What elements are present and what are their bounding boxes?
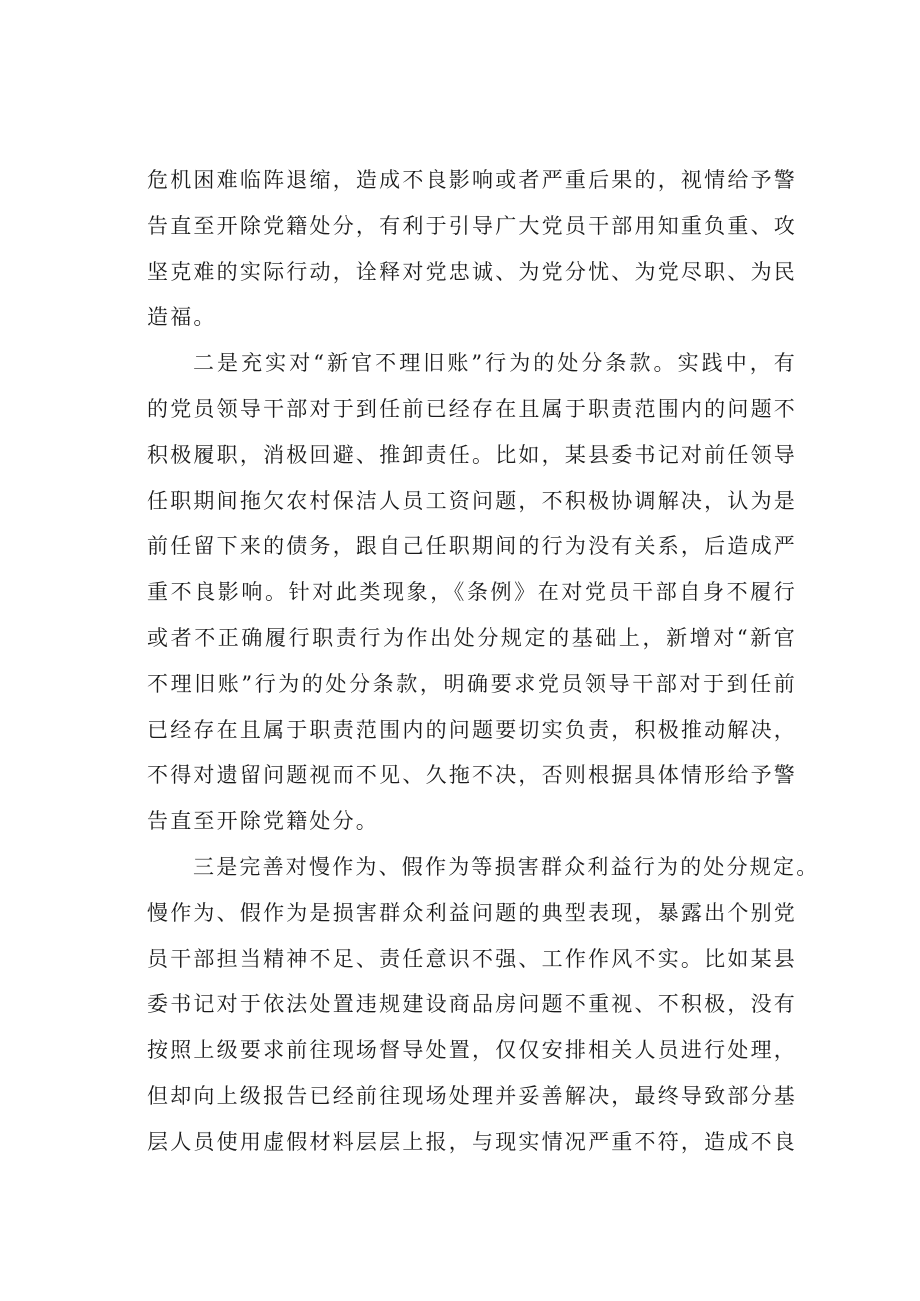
text-line: 二是充实对“新官不理旧账”行为的处分条款。实践中，有 [193,351,797,376]
text-line: 但却向上级报告已经前往现场处理并妥善解决，最终导致部分基 [147,1083,797,1108]
paragraph-2 [147,341,797,845]
text-line: 三是完善对慢作为、假作为等损害群众利益行为的处分规定。 [193,854,820,879]
text-line: 不理旧账”行为的处分条款，明确要求党员领导干部对于到任前 [147,671,797,696]
text-line: 层人员使用虚假材料层层上报，与现实情况严重不符，造成不良 [147,1129,797,1154]
text-line: 员干部担当精神不足、责任意识不强、工作作风不实。比如某县 [147,946,797,971]
text-line: 坚克难的实际行动，诠释对党忠诚、为党分忧、为党尽职、为民 [147,259,797,284]
paragraph-1 [147,158,797,341]
text-line: 已经存在且属于职责范围内的问题要切实负责，积极推动解决， [147,717,797,742]
text-line: 积极履职，消极回避、推卸责任。比如，某县委书记对前任领导 [147,442,797,467]
text-line: 或者不正确履行职责行为作出处分规定的基础上，新增对“新官 [147,625,797,650]
text-line: 重不良影响。针对此类现象，《条例》在对党员干部自身不履行 [147,580,797,605]
document-body [147,158,820,1166]
text-line: 前任留下来的债务，跟自己任职期间的行为没有关系，后造成严 [147,534,797,559]
text-line: 告直至开除党籍处分，有利于引导广大党员干部用知重负重、攻 [147,213,797,238]
text-line: 告直至开除党籍处分。 [147,809,379,834]
text-line: 委书记对于依法处置违规建设商品房问题不重视、不积极，没有 [147,992,797,1017]
text-line: 不得对遗留问题视而不见、久拖不决，否则根据具体情形给予警 [147,763,797,788]
paragraph-3 [147,845,820,1166]
text-line: 任职期间拖欠农村保洁人员工资问题，不积极协调解决，认为是 [147,488,797,513]
text-line: 按照上级要求前往现场督导处置，仅仅安排相关人员进行处理， [147,1038,797,1063]
text-line: 慢作为、假作为是损害群众利益问题的典型表现，暴露出个别党 [147,900,797,925]
text-line: 的党员领导干部对于到任前已经存在且属于职责范围内的问题不 [147,396,797,421]
text-line: 危机困难临阵退缩，造成不良影响或者严重后果的，视情给予警 [147,168,797,192]
text-line: 造福。 [147,305,217,330]
